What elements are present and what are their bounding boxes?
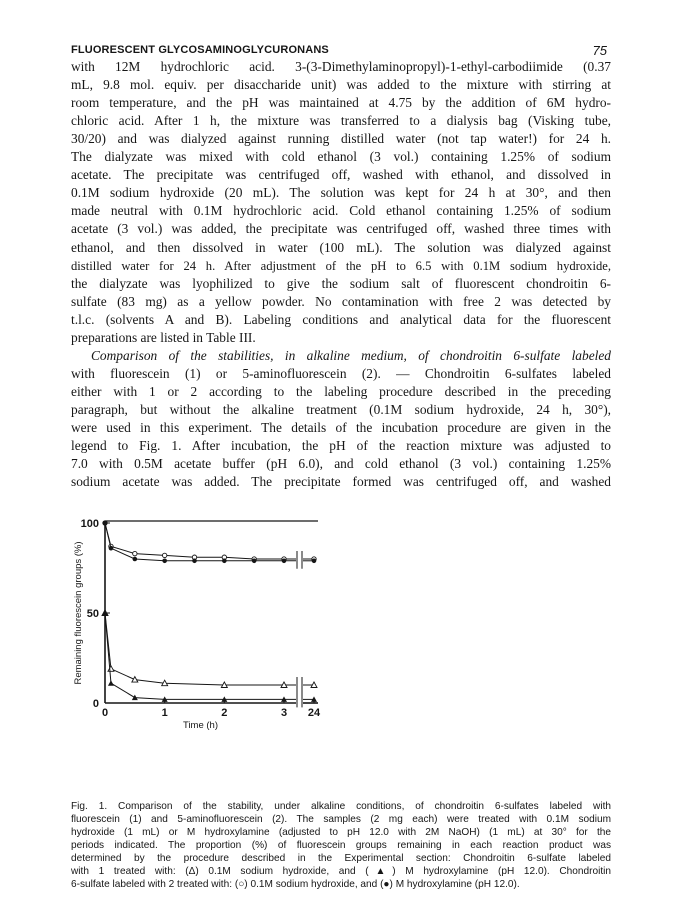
data-point [312, 559, 317, 564]
body-line: paragraph, but without the alkaline treatment (0.1M sodium hydroxide, 24 h, 30°), [71, 401, 611, 417]
body-line: mL, 9.8 mol. equiv. per disaccharide unit) was added to the mixture with stirring at [71, 77, 611, 93]
x-tick-label: 0 [101, 707, 109, 719]
body-line: Comparison of the stabilities, in alkaline medium, of chondroitin 6-sulfate labeled [91, 347, 611, 363]
series-line [105, 613, 296, 699]
series-line [105, 613, 296, 685]
figure-1 [71, 505, 611, 795]
x-tick-label: 2 [221, 707, 228, 719]
body-line: preparations are listed in Table III. [71, 329, 256, 345]
page-number: 75 [592, 43, 607, 58]
data-point [108, 680, 114, 686]
caption-line: with 1 treated with: (Δ) 0.1M sodium hydroxide, and (▲) M hydroxylamine (pH 12.0). Chondroitin [71, 866, 611, 877]
body-line: acetate. The precipitate was centrifuged off, washed with ethanol, and dissolved in [71, 167, 611, 183]
y-tick-label: 50 [86, 608, 99, 620]
stability-chart [71, 505, 611, 795]
body-line: with 12M hydrochloric acid. 3-(3-Dimethylaminopropyl)-1-ethyl-carbodiimide (0.37 [71, 59, 611, 74]
data-point [108, 666, 114, 672]
data-point [133, 557, 138, 562]
body-line: ethanol, and then dissolved in water (100 mL). The solution was dialyzed against [71, 239, 611, 255]
x-tick-label: 24 [307, 707, 321, 719]
body-line: chloric acid. After 1 h, the mixture was transferred to a dialysis bag (Visking tube, [71, 113, 611, 129]
body-line: were used in this experiment. The details of the incubation procedure are given in the [71, 420, 611, 435]
data-point [222, 559, 227, 564]
chart-series [102, 521, 317, 708]
body-line: 0.1M sodium hydroxide (20 mL). The solution was kept for 24 h at 30°, and then [71, 185, 611, 201]
body-line: made neutral with 0.1M hydrochloric acid. Cold ethanol containing 1.25% of sodium [71, 203, 611, 219]
y-axis-title: Remaining fluorescein groups (%) [73, 541, 84, 685]
data-point [192, 559, 197, 564]
body-line: sulfate (83 mg) as a yellow powder. No contamination with free 2 was detected by [71, 293, 611, 309]
caption-line: 6-sulfate labeled with 2 treated with: (○) 0.1M sodium hydroxide, and (●) M hydroxylamine (pH 12.0). [71, 879, 520, 890]
body-line: the dialyzate was lyophilized to give the sodium salt of fluorescent chondroitin 6- [71, 275, 611, 291]
body-line: room temperature, and the pH was maintained at 4.75 by the addition of 6M hydro- [71, 95, 611, 111]
caption-line: Fig. 1. Comparison of the stability, under alkaline conditions, of chondroitin 6-sulfates labeled with [71, 801, 611, 812]
body-line: sodium acetate was added. The precipitate formed was centrifuged off, and washed [71, 474, 611, 490]
x-tick-label: 3 [280, 707, 288, 719]
body-line: either with 1 or 2 according to the labeling procedure described in the preceding [71, 383, 611, 399]
caption-line: determined by the procedure described in the Experimental section: Chondroitin 6-sulfate labeled [71, 853, 611, 864]
body-line: acetate (3 vol.) was added, the precipitate was centrifuged off, washed three times with [71, 221, 611, 237]
x-tick-label: 1 [161, 707, 168, 719]
body-line: 30/20) and was dialyzed against running distilled water (not tap water!) for 24 h. [71, 131, 611, 147]
body-line: legend to Fig. 1. After incubation, the pH of the reaction mixture was adjusted to [71, 438, 611, 454]
x-axis-title: Time (h) [182, 720, 219, 731]
caption-line: periods indicated. The proportion (%) of fluorescein groups remaining in each reaction product was [71, 840, 611, 851]
data-point [162, 553, 166, 557]
data-point [133, 551, 137, 555]
body-line: with fluorescein (1) or 5-aminofluorescein (2). — Chondroitin 6-sulfates labeled [71, 365, 611, 381]
body-line: distilled water for 24 h. After adjustment of the pH to 6.5 with 0.1M sodium hydroxide, [71, 258, 611, 273]
y-tick-label: 0 [92, 698, 99, 710]
data-point [109, 546, 114, 551]
data-point [282, 559, 287, 564]
data-point [103, 521, 108, 526]
caption-line: fluorescein (1) and 5-aminofluorescein (2). The samples (2 mg each) were treated with 0.1M sodium [71, 814, 611, 825]
running-title: FLUORESCENT GLYCOSAMINOGLYCURONANS [71, 44, 329, 56]
body-line: t.l.c. (solvents A and B). Labeling conditions and analytical data for the fluorescent [71, 311, 611, 327]
data-point [162, 559, 167, 564]
chart-axes [105, 521, 318, 703]
body-line: 7.0 with 0.5M acetate buffer (pH 6.0), and cold ethanol (3 vol.) containing 1.25% [71, 456, 611, 472]
caption-line: hydroxide (1 mL) or M hydroxylamine (adjusted to pH 12.0 with 2M NaOH) (1 mL) at 30° for the [71, 827, 611, 838]
y-tick-label: 100 [80, 518, 99, 530]
body-line: The dialyzate was mixed with cold ethanol (3 vol.) containing 1.25% of sodium [71, 149, 611, 165]
data-point [252, 559, 257, 564]
